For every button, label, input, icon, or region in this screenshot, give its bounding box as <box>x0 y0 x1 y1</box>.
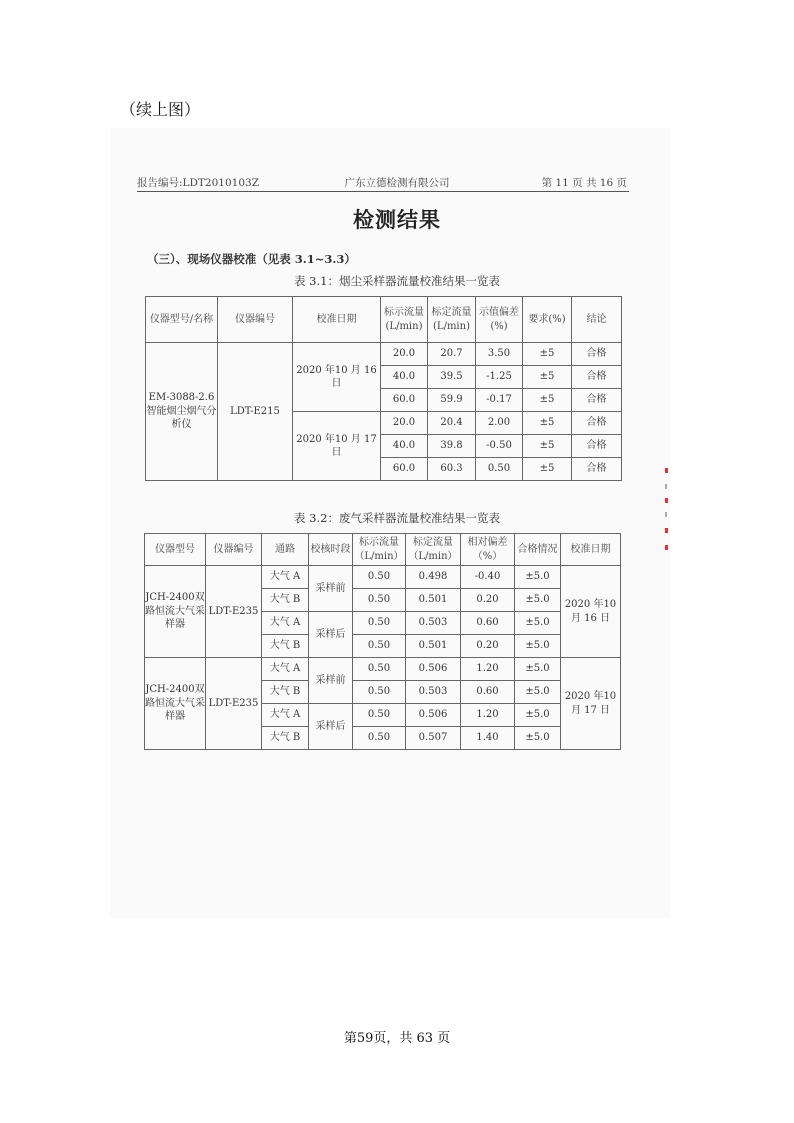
data-cell: 40.0 <box>381 366 428 389</box>
scan-mark <box>665 512 667 517</box>
data-cell: 大气 A <box>262 612 309 635</box>
instrument-model-cell: EM-3088-2.6智能烟尘烟气分析仪 <box>146 343 218 481</box>
data-cell: 0.50 <box>353 681 406 704</box>
header-cell: 仪器型号 <box>145 534 206 566</box>
data-cell: 59.9 <box>428 389 476 412</box>
data-cell: 0.506 <box>406 704 461 727</box>
data-cell: 合格 <box>572 435 622 458</box>
instrument-number-cell: LDT-E235 <box>206 658 262 750</box>
flow-calibration-table-3-1 <box>145 296 622 481</box>
period-cell: 采样前 <box>309 658 353 704</box>
data-cell: 合格 <box>572 389 622 412</box>
data-cell: 60.0 <box>381 389 428 412</box>
header-cell: 示值偏差(%) <box>476 297 523 343</box>
data-cell: 2.00 <box>476 412 523 435</box>
data-cell: 1.20 <box>461 704 515 727</box>
header-divider <box>137 191 629 192</box>
header-cell: 标定流量（L/min） <box>406 534 461 566</box>
data-cell: ±5 <box>523 389 572 412</box>
data-cell: 0.507 <box>406 727 461 750</box>
data-cell: 大气 B <box>262 589 309 612</box>
data-cell: 0.20 <box>461 635 515 658</box>
data-cell: ±5.0 <box>515 566 561 589</box>
data-cell: 大气 A <box>262 658 309 681</box>
data-cell: 0.50 <box>353 589 406 612</box>
calibration-date-cell: 2020 年10 月 16 日 <box>561 566 621 658</box>
table-row <box>145 658 621 681</box>
header-cell: 标示流量(L/min) <box>381 297 428 343</box>
data-cell: ±5.0 <box>515 727 561 750</box>
data-cell: 20.7 <box>428 343 476 366</box>
table-row <box>146 343 622 366</box>
flow-calibration-table-3-2 <box>144 533 621 750</box>
data-cell: 20.0 <box>381 412 428 435</box>
header-cell: 仪器编号 <box>206 534 262 566</box>
data-cell: 合格 <box>572 366 622 389</box>
data-cell: 60.0 <box>381 458 428 481</box>
data-cell: -0.50 <box>476 435 523 458</box>
data-cell: 20.0 <box>381 343 428 366</box>
header-cell: 结论 <box>572 297 622 343</box>
data-cell: 39.8 <box>428 435 476 458</box>
data-cell: ±5 <box>523 435 572 458</box>
scan-mark <box>665 528 668 533</box>
data-cell: 大气 B <box>262 681 309 704</box>
data-cell: 0.506 <box>406 658 461 681</box>
company-name: 广东立德检测有限公司 <box>344 177 450 189</box>
data-cell: 60.3 <box>428 458 476 481</box>
header-cell: 仪器型号/名称 <box>146 297 218 343</box>
data-cell: 大气 B <box>262 727 309 750</box>
header-cell: 要求(%) <box>523 297 572 343</box>
data-cell: 合格 <box>572 458 622 481</box>
scan-mark <box>665 498 668 503</box>
data-cell: -0.40 <box>461 566 515 589</box>
data-cell: 0.60 <box>461 681 515 704</box>
data-cell: 20.4 <box>428 412 476 435</box>
data-cell: 0.501 <box>406 635 461 658</box>
header-cell: 合格情况 <box>515 534 561 566</box>
data-cell: 0.50 <box>353 635 406 658</box>
data-cell: 0.50 <box>353 727 406 750</box>
data-cell: ±5 <box>523 366 572 389</box>
period-cell: 采样前 <box>309 566 353 612</box>
header-cell: 校准日期 <box>561 534 621 566</box>
period-cell: 采样后 <box>309 612 353 658</box>
header-cell: 仪器编号 <box>218 297 293 343</box>
data-cell: 1.40 <box>461 727 515 750</box>
header-cell: 标示流量（L/min） <box>353 534 406 566</box>
data-cell: 0.20 <box>461 589 515 612</box>
table1-caption: 表 3.1：烟尘采样器流量校准结果一览表 <box>294 274 500 288</box>
instrument-model-cell: JCH-2400双路恒流大气采样器 <box>145 566 206 658</box>
data-cell: 0.503 <box>406 612 461 635</box>
table2-caption: 表 3.2：废气采样器流量校准结果一览表 <box>294 511 500 525</box>
header-cell: 标定流量(L/min) <box>428 297 476 343</box>
data-cell: -0.17 <box>476 389 523 412</box>
data-cell: ±5.0 <box>515 589 561 612</box>
data-cell: 大气 B <box>262 635 309 658</box>
data-cell: 大气 A <box>262 704 309 727</box>
data-cell: ±5.0 <box>515 635 561 658</box>
data-cell: ±5 <box>523 458 572 481</box>
data-cell: -1.25 <box>476 366 523 389</box>
report-number: 报告编号:LDT2010103Z <box>137 177 259 189</box>
calibration-date-cell: 2020 年10 月 16 日 <box>293 343 381 412</box>
data-cell: ±5.0 <box>515 612 561 635</box>
instrument-number-cell: LDT-E215 <box>218 343 293 481</box>
data-cell: 0.50 <box>353 566 406 589</box>
data-cell: 合格 <box>572 343 622 366</box>
data-cell: 大气 A <box>262 566 309 589</box>
period-cell: 采样后 <box>309 704 353 750</box>
data-cell: 0.501 <box>406 589 461 612</box>
header-cell: 校核时段 <box>309 534 353 566</box>
header-page-number: 第 11 页 共 16 页 <box>541 177 627 189</box>
scan-mark <box>665 484 667 489</box>
data-cell: 0.50 <box>476 458 523 481</box>
data-cell: 1.20 <box>461 658 515 681</box>
data-cell: ±5 <box>523 412 572 435</box>
data-cell: 0.50 <box>353 612 406 635</box>
data-cell: 合格 <box>572 412 622 435</box>
section-heading: （三）、现场仪器校准（见表 3.1~3.3） <box>147 252 356 266</box>
calibration-date-cell: 2020 年10 月 17 日 <box>293 412 381 481</box>
data-cell: 3.50 <box>476 343 523 366</box>
header-cell: 校准日期 <box>293 297 381 343</box>
data-cell: 0.60 <box>461 612 515 635</box>
data-cell: ±5 <box>523 343 572 366</box>
data-cell: ±5.0 <box>515 704 561 727</box>
data-cell: 0.503 <box>406 681 461 704</box>
calibration-date-cell: 2020 年10 月 17 日 <box>561 658 621 750</box>
header-cell: 相对偏差（%） <box>461 534 515 566</box>
data-cell: 40.0 <box>381 435 428 458</box>
data-cell: 39.5 <box>428 366 476 389</box>
data-cell: ±5.0 <box>515 658 561 681</box>
data-cell: 0.50 <box>353 658 406 681</box>
continued-label: （续上图） <box>120 100 201 119</box>
scan-mark <box>665 468 668 473</box>
table-row <box>145 566 621 589</box>
instrument-model-cell: JCH-2400双路恒流大气采样器 <box>145 658 206 750</box>
data-cell: ±5.0 <box>515 681 561 704</box>
page-footer: 第59页，共 63 页 <box>343 1031 451 1046</box>
header-cell: 通路 <box>262 534 309 566</box>
data-cell: 0.50 <box>353 704 406 727</box>
scan-mark <box>665 545 668 550</box>
page-title: 检测结果 <box>353 207 441 232</box>
data-cell: 0.498 <box>406 566 461 589</box>
instrument-number-cell: LDT-E235 <box>206 566 262 658</box>
